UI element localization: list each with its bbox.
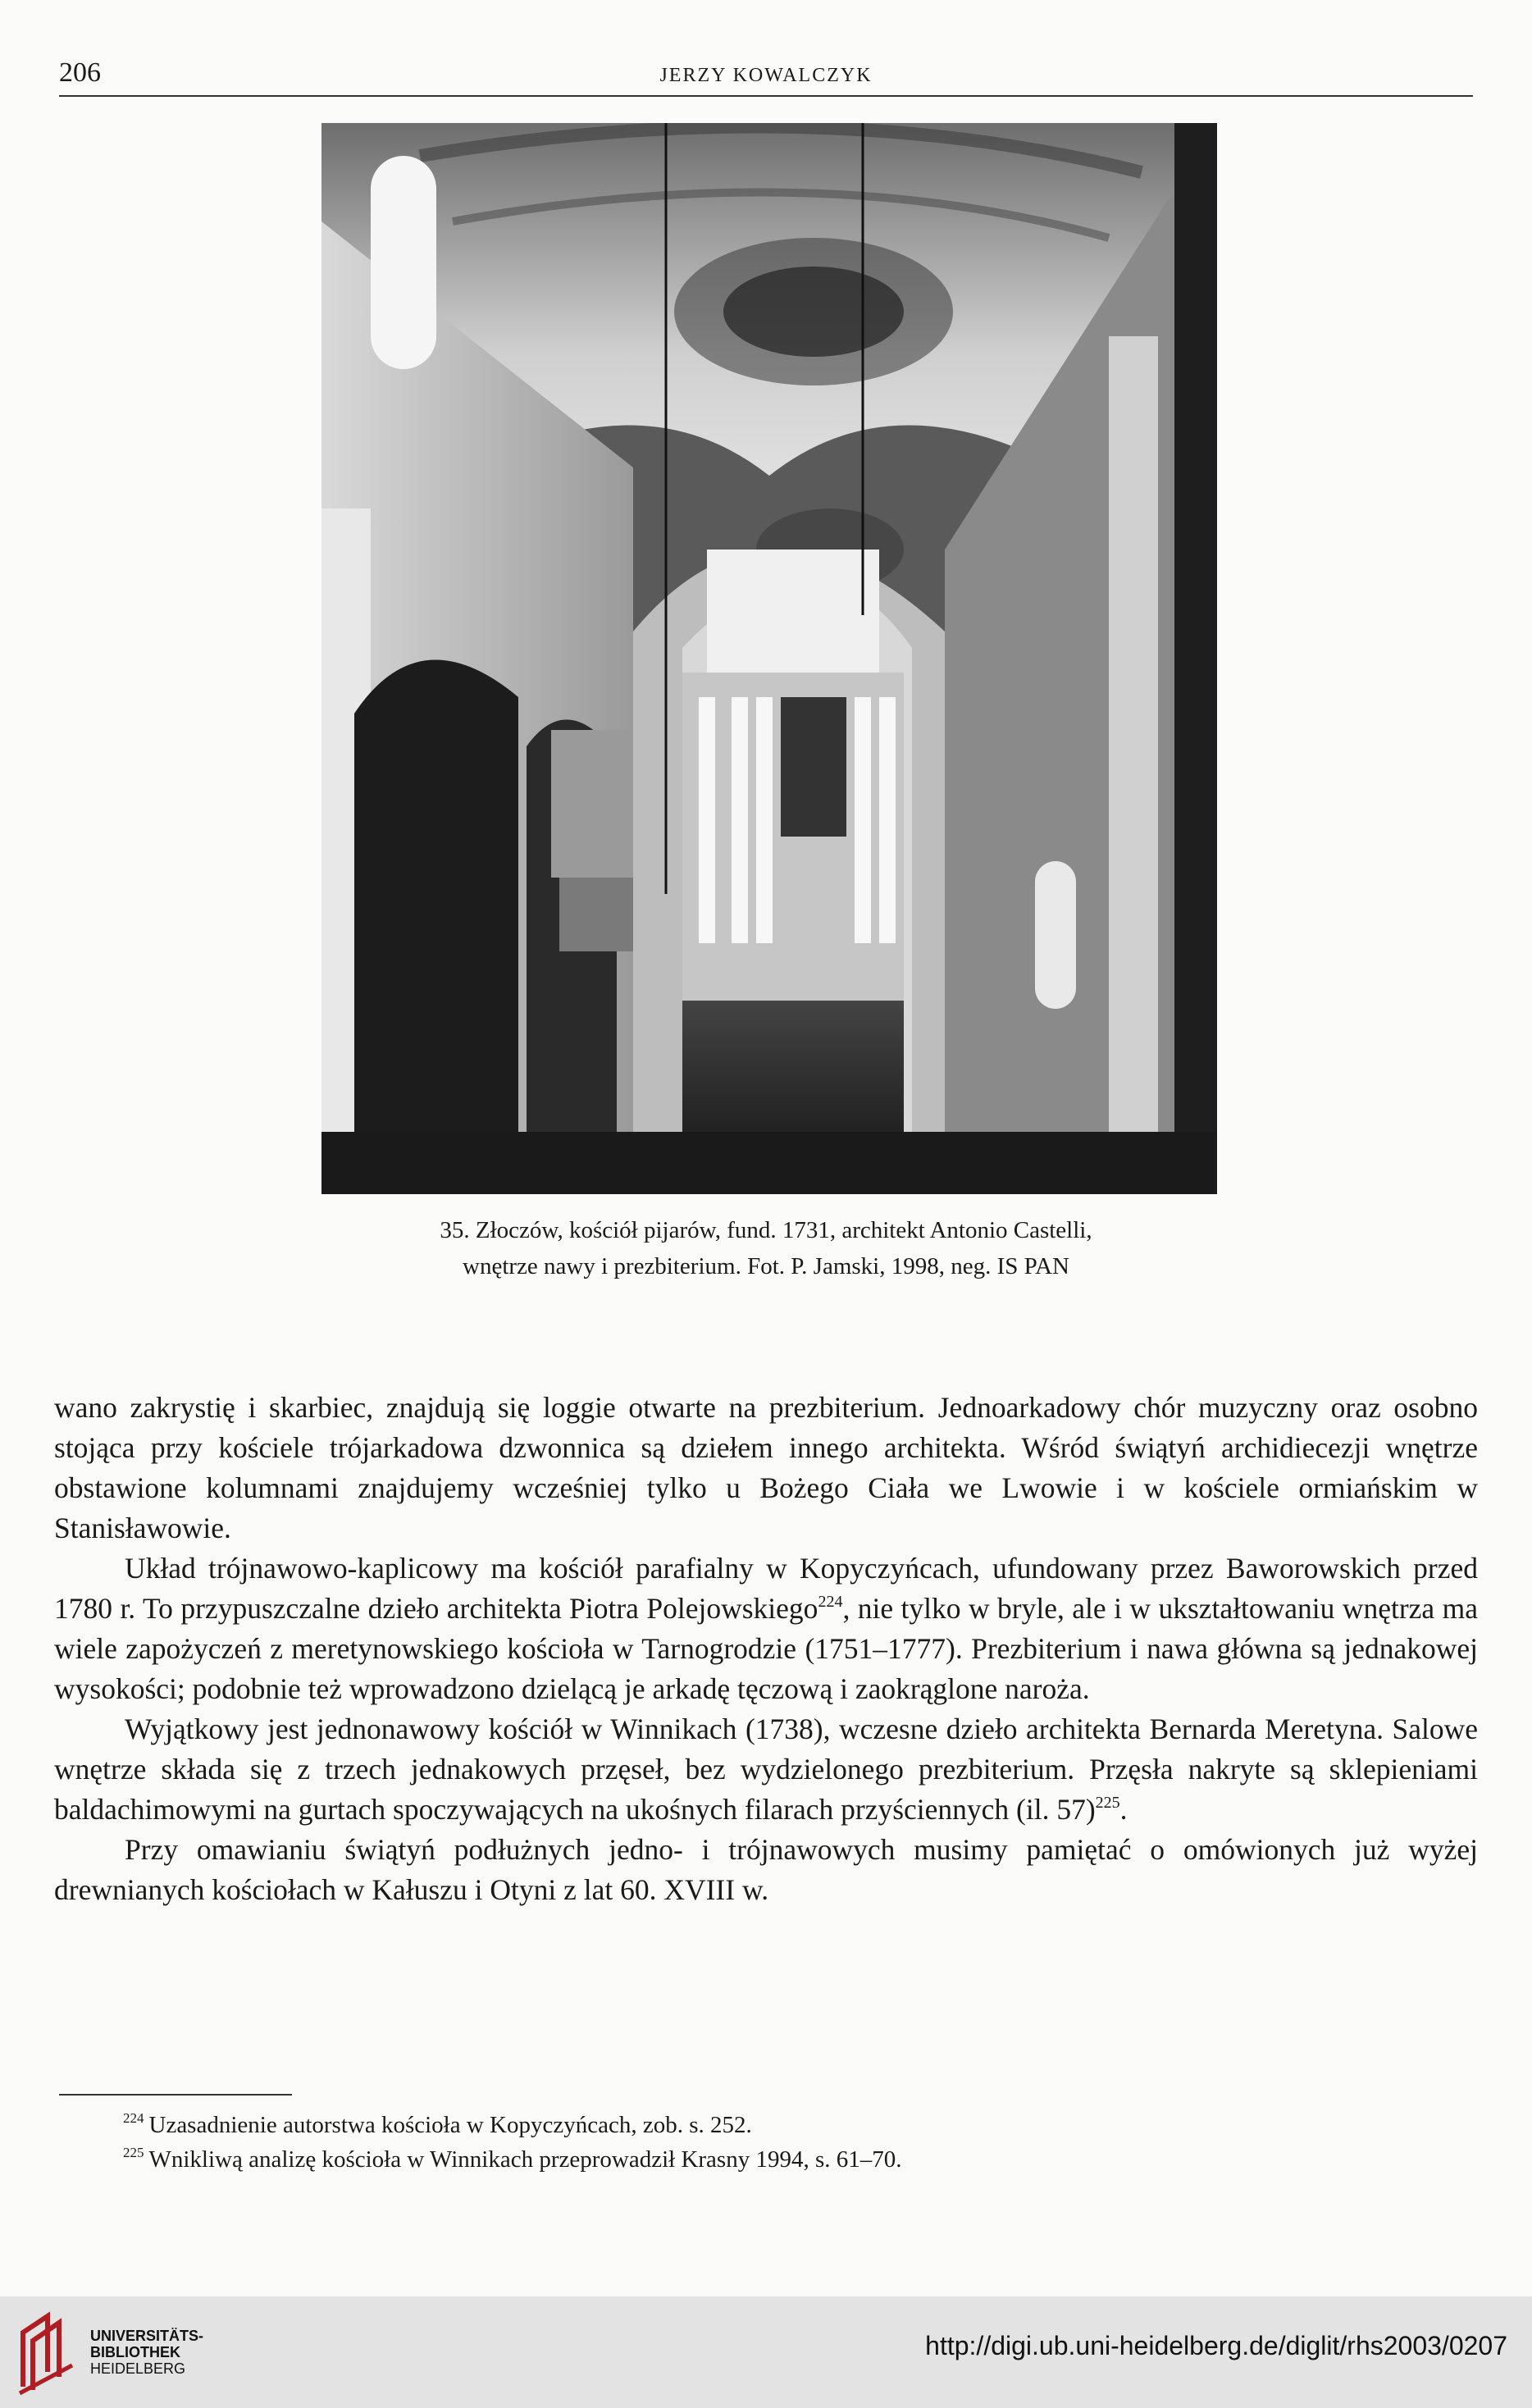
paragraph-4: Przy omawianiu świątyń podłużnych jedno- i trójnawowych musimy pamiętać o omówionych już wyżej drewnianych kościołach w Kałuszu i Otyni z lat 60. XVIII w. <box>54 1833 1478 1906</box>
footnote-224 <box>123 2108 1468 2142</box>
page-number: 206 <box>59 57 101 88</box>
library-footer <box>0 2296 1532 2408</box>
library-name-line-1: UNIVERSITÄTS- <box>90 2328 204 2344</box>
paragraph-3 <box>54 1709 1478 1830</box>
paragraph-3-part-a: Wyjątkowy jest jednonawowy kościół w Winnikach (1738), wczesne dzieło architekta Bernarda Meretyna. Salowe wnętrze składa się z trzech jednakowych przęseł, bez wydzielonego prezbiterium. Przęsła nakryte są sklepieniami baldachimowymi na gurtach spoczywających na ukośnych filarach przyściennych (il. 57) <box>54 1713 1478 1826</box>
document-url-link[interactable]: http://digi.ub.uni-heidelberg.de/diglit/rhs2003/0207 <box>925 2331 1507 2360</box>
church-interior-illustration <box>321 123 1217 1194</box>
paragraph-2-part-a: Układ trójnawowo-kaplicowy ma kościół parafialny w Kopyczyńcach, ufundowany przez Baworowskich przed 1780 r. To przypuszczalne dzieło architekta Piotra Polejowskiego <box>54 1552 1478 1625</box>
church-interior-photo <box>321 123 1217 1194</box>
library-name-line-3: HEIDELBERG <box>90 2360 186 2377</box>
running-header-author: JERZY KOWALCZYK <box>659 65 873 86</box>
paragraph-2-part-b: , nie tylko w bryle, ale i w ukształtowaniu wnętrza ma wiele zapożyczeń z meretynowskiego kościoła w Tarnogrodzie (1751–1777). Prezbiterium i nawa główna są jednakowej wysokości; podobnie też wprowadzono dzielącą je arkadę tęczową i zaokrąglone naroża. <box>54 1592 1478 1705</box>
footnotes <box>123 2108 1468 2177</box>
caption-line-1: 35. Złoczów, kościół pijarów, fund. 1731, architekt Antonio Castelli, <box>440 1217 1092 1243</box>
caption-line-2: wnętrze nawy i prezbiterium. Fot. P. Jamski, 1998, neg. IS PAN <box>463 1253 1069 1279</box>
body-text <box>54 1388 1478 1910</box>
library-name <box>90 2328 203 2377</box>
footnote-number: 224 <box>123 2110 144 2126</box>
paragraph-2 <box>54 1548 1478 1709</box>
ub-heidelberg-logo-icon[interactable] <box>15 2308 85 2397</box>
footnote-separator <box>59 2094 292 2096</box>
footnote-ref-224[interactable]: 224 <box>818 1593 843 1611</box>
paragraph-3-part-b: . <box>1119 1793 1128 1826</box>
figure-caption <box>246 1212 1286 1284</box>
footnote-ref-225[interactable]: 225 <box>1095 1794 1120 1812</box>
footnote-225 <box>123 2142 1468 2177</box>
footnote-number: 225 <box>123 2145 144 2160</box>
footnote-text: Wnikliwą analizę kościoła w Winnikach przeprowadził Krasny 1994, s. 61–70. <box>148 2146 902 2173</box>
paragraph-1: wano zakrystię i skarbiec, znajdują się loggie otwarte na prezbiterium. Jednoarkadowy chór muzyczny oraz osobno stojąca przy kościele trójarkadowa dzwonnica są dziełem innego architekta. Wśród świątyń archidiecezji wnętrze obstawione kolumnami znajdujemy wcześniej tylko u Bożego Ciała we Lwowie i w kościele ormiańskim w Stanisławowie. <box>54 1391 1478 1544</box>
running-header <box>59 52 1473 97</box>
footnote-text: Uzasadnienie autorstwa kościoła w Kopyczyńcach, zob. s. 252. <box>148 2112 752 2138</box>
library-name-line-2: BIBLIOTHEK <box>90 2344 180 2360</box>
